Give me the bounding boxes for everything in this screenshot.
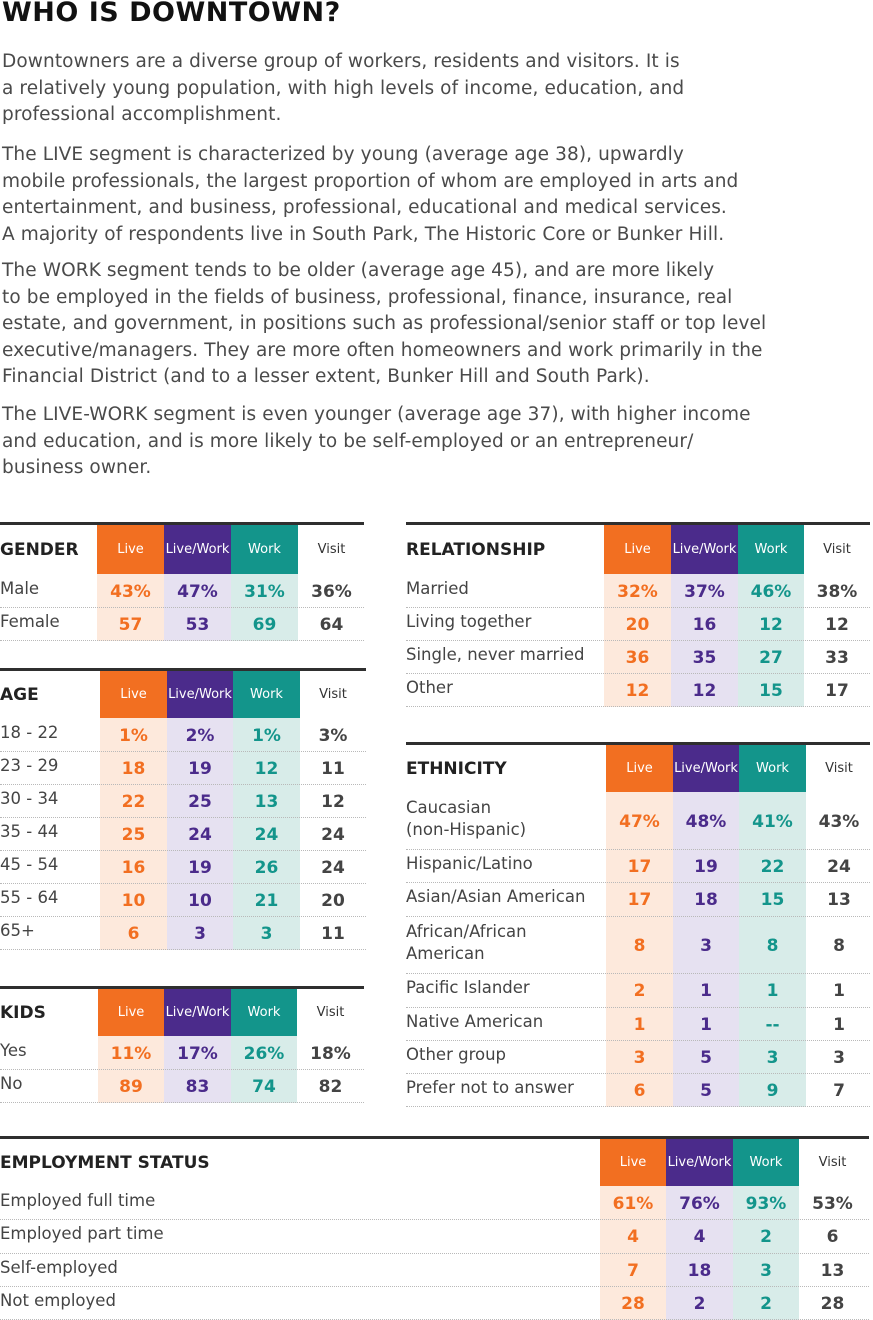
page-title: WHO IS DOWNTOWN? <box>2 0 341 28</box>
row-separator <box>0 817 366 818</box>
visit-value: 18% <box>310 1043 351 1064</box>
row-label: 18 - 22 <box>0 722 59 742</box>
row-separator <box>406 916 870 917</box>
work-column-header: Work <box>733 1139 799 1186</box>
live-work-segment-line: and education, and is more likely to be self-employed or an entrepreneur/ <box>2 430 694 452</box>
row-separator <box>406 849 870 850</box>
live-column-header: Live <box>98 989 164 1036</box>
live-value: 11% <box>110 1043 152 1064</box>
live-work-value: 19 <box>188 758 212 779</box>
live-work-value: 83 <box>185 1076 210 1097</box>
work-value: 1 <box>766 981 779 1001</box>
work-value: 27 <box>759 647 783 668</box>
live-column-header: Live <box>604 525 671 574</box>
work-value: 1% <box>252 725 281 746</box>
work-value: 3 <box>260 923 273 944</box>
live-work-value: 3 <box>700 935 712 956</box>
visit-value: 1 <box>833 1014 845 1035</box>
visit-value: 13 <box>827 890 851 910</box>
live-work-value: 76% <box>679 1193 720 1214</box>
work-value: -- <box>765 1014 780 1035</box>
row-separator <box>0 1069 364 1070</box>
work-segment-line: Financial District (and to a lesser extent, Bunker Hill and South Park). <box>2 366 650 387</box>
work-segment-line: estate, and government, in positions such as professional/senior staff or top level <box>2 313 767 334</box>
live-work-value: 25 <box>188 791 212 812</box>
visit-value: 1 <box>833 981 845 1001</box>
table-title: AGE <box>0 684 39 705</box>
intro-line: professional accomplishment. <box>2 104 282 125</box>
live-work-column-header: Live/ Work <box>673 745 739 792</box>
live-work-value: 10 <box>188 890 212 911</box>
row-label: Caucasian (non-Hispanic) <box>406 797 527 839</box>
row-label: Married <box>406 578 469 598</box>
live-value: 10 <box>121 890 146 911</box>
kids-table <box>0 986 364 1103</box>
row-label: Pacific Islander <box>406 978 530 997</box>
live-value: 28 <box>621 1293 645 1314</box>
row-label: Male <box>0 578 40 598</box>
live-column-header: Live <box>606 745 673 792</box>
intro-paragraph <box>2 49 684 129</box>
row-separator <box>406 1040 870 1041</box>
row-label: Native American <box>406 1011 544 1031</box>
live-segment-line: entertainment, and business, professional, educational and medical services. <box>2 197 727 218</box>
visit-value: 24 <box>321 857 345 878</box>
row-separator <box>406 706 870 707</box>
live-value: 7 <box>627 1260 639 1281</box>
table-title: EMPLOYMENT STATUS <box>0 1152 210 1173</box>
row-separator <box>0 1286 869 1287</box>
table-title: GENDER <box>0 539 79 560</box>
work-value: 12 <box>254 758 279 779</box>
live-value: 61% <box>612 1193 654 1214</box>
visit-value: 17 <box>825 680 849 701</box>
live-work-value: 48% <box>685 811 727 832</box>
visit-column-header: Visit <box>823 542 851 557</box>
row-label: No <box>0 1073 23 1093</box>
live-value: 43% <box>110 581 151 602</box>
work-value: 8 <box>766 935 779 956</box>
row-separator <box>406 607 870 608</box>
row-separator <box>0 751 366 752</box>
work-value: 41% <box>752 811 793 832</box>
visit-column-header: Visit <box>319 687 347 702</box>
row-label: Female <box>0 611 60 631</box>
work-column-header: Work <box>231 989 297 1036</box>
visit-value: 6 <box>826 1227 839 1247</box>
live-value: 18 <box>121 758 146 779</box>
live-work-value: 4 <box>693 1227 706 1247</box>
row-separator <box>0 1102 364 1103</box>
live-work-value: 3 <box>194 923 206 944</box>
work-value: 93% <box>745 1193 787 1214</box>
live-work-value: 18 <box>687 1260 712 1281</box>
work-segment-line: executive/managers. They are more often homeowners and work primarily in the <box>2 339 763 361</box>
visit-value: 24 <box>321 824 345 845</box>
live-work-column-header: Live/ Work <box>164 525 231 574</box>
live-value: 17 <box>627 856 652 877</box>
work-value: 2 <box>760 1227 772 1247</box>
work-value: 3 <box>766 1047 779 1068</box>
row-label: Prefer not to answer <box>406 1077 574 1097</box>
row-label: 35 - 44 <box>0 821 59 841</box>
visit-value: 53% <box>812 1193 853 1214</box>
visit-value: 28 <box>820 1293 845 1314</box>
live-value: 25 <box>121 824 146 845</box>
live-work-segment-line: The LIVE-WORK segment is even younger (average age 37), with higher income <box>2 404 751 425</box>
live-value: 36 <box>625 647 650 668</box>
work-value: 3 <box>760 1260 772 1281</box>
visit-value: 8 <box>833 935 845 956</box>
row-separator <box>406 882 870 883</box>
table-title: ETHNICITY <box>406 758 507 779</box>
visit-value: 20 <box>321 890 345 911</box>
live-work-segment-paragraph <box>2 402 751 482</box>
relationship-table <box>406 522 870 707</box>
live-work-value: 5 <box>700 1080 712 1101</box>
row-label: African/African American <box>406 921 527 963</box>
visit-column-header: Visit <box>317 542 346 557</box>
live-value: 6 <box>127 923 140 944</box>
row-label: Self-employed <box>0 1257 118 1277</box>
work-value: 26% <box>243 1043 285 1064</box>
work-value: 46% <box>750 581 792 602</box>
row-separator <box>0 1253 869 1254</box>
row-separator <box>0 1219 869 1220</box>
row-separator <box>0 883 366 884</box>
live-value: 32% <box>617 581 658 602</box>
visit-column-header: Visit <box>818 1155 847 1170</box>
row-label: Living together <box>406 611 532 631</box>
visit-value: 64 <box>319 614 344 635</box>
visit-value: 13 <box>820 1260 845 1281</box>
row-label: 55 - 64 <box>0 887 59 907</box>
intro-line: a relatively young population, with high levels of income, education, and <box>2 77 685 99</box>
live-work-value: 12 <box>692 680 717 701</box>
ethnicity-table <box>406 742 870 1107</box>
visit-column-header: Visit <box>316 1005 345 1020</box>
row-separator <box>406 673 870 674</box>
live-segment-line: mobile professionals, the largest proportion of whom are employed in arts and <box>2 170 739 192</box>
live-value: 22 <box>121 791 146 812</box>
row-separator <box>406 640 870 641</box>
row-separator <box>0 640 364 641</box>
row-label: Asian/Asian American <box>406 887 586 906</box>
work-value: 24 <box>254 824 279 845</box>
row-separator <box>0 607 364 608</box>
row-label: Yes <box>0 1040 27 1060</box>
live-work-column-header: Live/ Work <box>167 671 233 718</box>
visit-value: 38% <box>816 581 858 602</box>
visit-value: 12 <box>825 614 849 635</box>
row-separator <box>0 784 366 785</box>
row-separator <box>406 1007 870 1008</box>
work-value: 12 <box>759 614 783 635</box>
row-separator <box>406 973 870 974</box>
live-value: 4 <box>627 1227 639 1247</box>
visit-value: 11 <box>321 923 345 944</box>
live-work-value: 53 <box>185 614 210 635</box>
work-segment-paragraph <box>2 258 766 391</box>
live-work-value: 37% <box>684 581 725 602</box>
live-value: 12 <box>625 680 650 701</box>
live-value: 2 <box>633 981 646 1001</box>
employment-status-table <box>0 1136 869 1320</box>
work-value: 9 <box>766 1080 779 1101</box>
live-value: 17 <box>627 890 652 910</box>
live-column-header: Live <box>600 1139 666 1186</box>
live-value: 57 <box>118 614 143 635</box>
row-label: Hispanic/Latino <box>406 853 533 873</box>
live-work-column-header: Live/ Work <box>666 1139 733 1186</box>
live-work-value: 1 <box>700 1014 712 1035</box>
visit-value: 43% <box>818 811 860 832</box>
visit-value: 11 <box>321 758 345 779</box>
row-label: Single, never married <box>406 644 585 664</box>
work-column-header: Work <box>738 525 804 574</box>
visit-column-header: Visit <box>825 761 853 776</box>
live-value: 3 <box>633 1047 646 1068</box>
row-label: 65+ <box>0 920 35 940</box>
row-label: Employed full time <box>0 1190 156 1210</box>
live-work-value: 19 <box>188 857 212 878</box>
intro-line: Downtowners are a diverse group of workers, residents and visitors. It is <box>2 51 680 72</box>
visit-value: 7 <box>833 1080 845 1101</box>
row-separator <box>406 1073 870 1074</box>
row-label: Not employed <box>0 1290 116 1310</box>
live-work-value: 35 <box>692 647 717 668</box>
table-title: RELATIONSHIP <box>406 539 546 560</box>
table-title: KIDS <box>0 1002 46 1023</box>
live-value: 89 <box>119 1076 143 1097</box>
work-column-header: Work <box>739 745 806 792</box>
row-label: Other group <box>406 1044 507 1064</box>
work-value: 21 <box>254 890 279 911</box>
live-column-header: Live <box>97 525 164 574</box>
work-value: 69 <box>252 614 277 635</box>
visit-value: 12 <box>321 791 345 812</box>
row-separator <box>0 850 366 851</box>
live-work-value: 24 <box>188 824 212 845</box>
live-value: 6 <box>633 1080 646 1101</box>
live-segment-paragraph <box>2 142 738 248</box>
visit-value: 33 <box>825 647 849 668</box>
row-separator <box>406 1106 870 1107</box>
live-work-value: 5 <box>700 1047 712 1068</box>
work-value: 2 <box>760 1293 772 1314</box>
live-work-column-header: Live/ Work <box>164 989 231 1036</box>
work-value: 15 <box>759 680 783 701</box>
row-label: Other <box>406 677 453 697</box>
live-value: 1 <box>633 1014 646 1035</box>
gender-table <box>0 522 364 641</box>
live-value: 47% <box>619 811 660 832</box>
row-label: 30 - 34 <box>0 788 59 808</box>
work-column-header: Work <box>233 671 300 718</box>
work-value: 15 <box>760 890 785 910</box>
work-value: 26 <box>254 857 279 878</box>
visit-value: 3% <box>318 725 348 746</box>
live-work-value: 2 <box>693 1293 706 1314</box>
live-value: 1% <box>119 725 148 746</box>
live-work-value: 17% <box>177 1043 218 1064</box>
visit-value: 36% <box>311 581 352 602</box>
live-work-value: 1 <box>700 981 712 1001</box>
work-value: 22 <box>760 856 785 877</box>
live-work-value: 2% <box>185 725 215 746</box>
live-work-segment-line: business owner. <box>2 457 152 478</box>
row-label: 45 - 54 <box>0 854 59 874</box>
row-separator <box>0 949 366 950</box>
row-label: 23 - 29 <box>0 755 59 775</box>
live-column-header: Live <box>100 671 167 718</box>
live-segment-line: A majority of respondents live in South Park, The Historic Core or Bunker Hill. <box>2 223 725 245</box>
row-separator <box>0 916 366 917</box>
work-column-header: Work <box>231 525 298 574</box>
visit-value: 82 <box>318 1076 343 1097</box>
live-value: 16 <box>121 857 146 878</box>
live-value: 8 <box>633 935 646 956</box>
work-segment-line: The WORK segment tends to be older (average age 45), and are more likely <box>2 260 715 281</box>
age-table <box>0 668 366 950</box>
work-segment-line: to be employed in the fields of business, professional, finance, insurance, real <box>2 286 733 308</box>
live-value: 20 <box>625 614 650 635</box>
work-value: 74 <box>252 1076 276 1097</box>
live-work-column-header: Live/ Work <box>671 525 738 574</box>
live-segment-line: The LIVE segment is characterized by young (average age 38), upwardly <box>2 144 684 165</box>
visit-value: 3 <box>833 1047 845 1068</box>
row-label: Employed part time <box>0 1224 164 1243</box>
work-value: 31% <box>244 581 285 602</box>
work-value: 13 <box>254 791 279 812</box>
visit-value: 24 <box>827 856 851 877</box>
live-work-value: 18 <box>694 890 718 910</box>
live-work-value: 16 <box>692 614 717 635</box>
live-work-value: 19 <box>694 856 718 877</box>
live-work-value: 47% <box>177 581 218 602</box>
